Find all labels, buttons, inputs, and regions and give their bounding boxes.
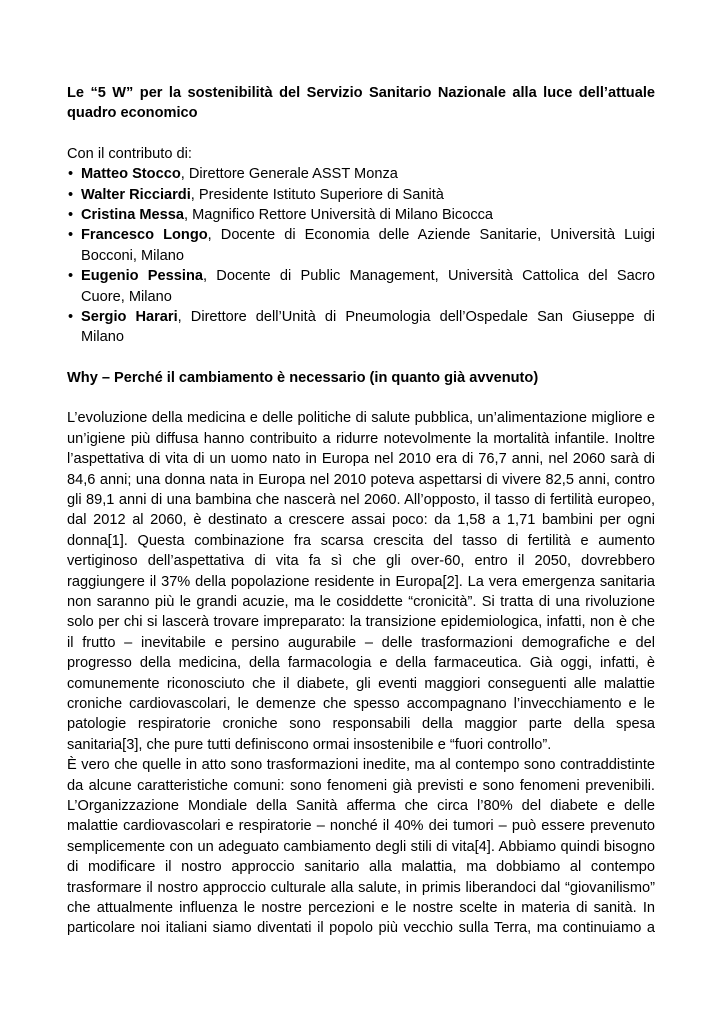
body-paragraph: L’evoluzione della medicina e delle politiche di salute pubblica, un’alimentazione migliore e un’igiene più diffusa hanno contribuito a ridurre notevolmente la mortalità infantile. Inoltre l’aspettativa di vita di un uomo nato in Europa nel 2010 era di 76,7 anni, nel 2060 sarà di 84,6 anni; una donna nata in Europa nel 2010 poteva aspettarsi di vivere 82,5 anni, contro gli 89,1 anni di una bambina che nascerà nel 2060. All’opposto, il tasso di fertilità europeo, dal 2012 al 2060, è destinato a crescere assai poco: da 1,58 a 1,71 bambini per ogni donna[1]. Questa combinazione fra scarsa crescita del tasso di fertilità e aumento vertiginoso dell’aspettativa di vita fa sì che gli over-60, entro il 2050, dovrebbero raggiungere il 37% della popolazione residente in Europa[2]. La vera emergenza sanitaria non saranno più le grandi acuzie, ma le cosiddette “cronicità”. Si tratta di una rivoluzione solo per chi si lascerà trovare impreparato: la transizione epidemiologica, infatti, non è che il frutto – inevitabile e persino augurabile – delle trasformazioni demografiche e del progresso della medicina, della farmacologia e della farmaceutica. Già oggi, infatti, è comunemente riconosciuto che il diabete, gli eventi maggiori conseguenti alle malattie croniche cardiovascolari, le demenze che spesso accompagnano l’invecchiamento e le patologie respiratorie croniche sono responsabili della maggior parte della spesa sanitaria[3], che pure tutti definiscono ormai insostenibile e “fuori controllo”. <box>67 410 655 753</box>
bullet-icon: • <box>68 186 74 203</box>
document-title: Le “5 W” per la sostenibilità del Servizio Sanitario Nazionale alla luce dell’attuale quadro economico <box>67 85 655 122</box>
contributor-name: Sergio Harari <box>81 309 178 326</box>
document-page <box>67 83 655 939</box>
contributor-name: Eugenio Pessina <box>81 268 203 285</box>
bullet-icon: • <box>68 207 74 224</box>
contributor-item <box>67 266 655 307</box>
bullet-icon: • <box>68 309 74 326</box>
contributor-name: Cristina Messa <box>81 207 185 224</box>
contributor-role: , Magnifico Rettore Università di Milano Bicocca <box>184 207 494 224</box>
contributor-role: , Docente di Public Management, Università Cattolica del Sacro Cuore, Milano <box>81 268 655 305</box>
contributor-role: , Direttore Generale ASST Monza <box>180 166 398 183</box>
bullet-icon: • <box>68 227 74 244</box>
contributor-item <box>67 164 655 184</box>
contributors-intro: Con il contributo di: <box>67 145 192 162</box>
contributor-item <box>67 225 655 266</box>
contributor-name: Francesco Longo <box>81 227 208 244</box>
contributor-name: Matteo Stocco <box>81 166 181 183</box>
contributor-item <box>67 185 655 205</box>
contributor-role: , Docente di Economia delle Aziende Sanitarie, Università Luigi Bocconi, Milano <box>81 227 655 264</box>
contributor-role: , Direttore dell’Unità di Pneumologia dell’Ospedale San Giuseppe di Milano <box>81 309 655 346</box>
contributors-list <box>67 164 655 348</box>
section-heading: Why – Perché il cambiamento è necessario (in quanto già avvenuto) <box>67 369 539 386</box>
bullet-icon: • <box>68 268 74 285</box>
bullet-icon: • <box>68 166 74 183</box>
contributor-item <box>67 307 655 348</box>
body-paragraph: È vero che quelle in atto sono trasformazioni inedite, ma al contempo sono contraddistinte da alcune caratteristiche comuni: sono fenomeni già previsti e sono fenomeni prevenibili. L’Organizzazione Mondiale della Sanità afferma che circa l’80% del diabete e delle malattie cardiovascolari e respiratorie – nonché il 40% dei tumori – può essere prevenuto semplicemente con un adeguato cambiamento degli stili di vita[4]. Abbiamo quindi bisogno di modificare il nostro approccio sanitario alla malattia, ma dobbiamo al contempo trasformare il nostro approccio culturale alla salute, in primis liberandoci dal “giovanilismo” che attualmente influenza le nostre percezioni e le nostre scelte in materia di sanità. In particolare noi italiani siamo diventati il popolo più vecchio sulla Terra, ma continuiamo a <box>67 757 655 937</box>
contributor-item <box>67 205 655 225</box>
contributor-role: , Presidente Istituto Superiore di Sanità <box>190 186 444 203</box>
contributor-name: Walter Ricciardi <box>81 186 191 203</box>
